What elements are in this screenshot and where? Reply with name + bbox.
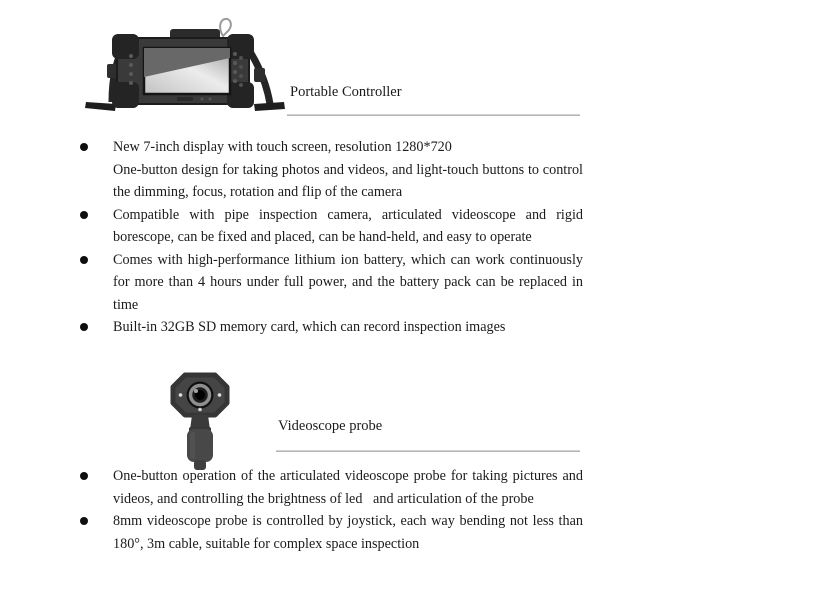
- list-item: [78, 465, 583, 510]
- bullet-icon: [80, 256, 88, 264]
- bullet-icon: [80, 517, 88, 525]
- section-title-portable-controller: Portable Controller: [290, 84, 402, 100]
- feature-list-controller: [78, 136, 583, 339]
- bullet-icon: [80, 143, 88, 151]
- bullet-icon: [80, 211, 88, 219]
- list-item: [78, 510, 583, 555]
- list-item: [78, 136, 583, 204]
- feature-text: Compatible with pipe inspection camera, articulated videoscope and rigid borescope, can be fixed and placed, can be hand-held, and easy to operate: [113, 206, 583, 245]
- feature-text: Built-in 32GB SD memory card, which can record inspection images: [113, 319, 506, 335]
- portable-controller-image: [82, 16, 287, 120]
- videoscope-probe-image: [168, 372, 232, 472]
- section-title-videoscope-probe: Videoscope probe: [278, 418, 383, 434]
- bullet-icon: [80, 472, 88, 480]
- bullet-icon: [80, 323, 88, 331]
- feature-text: One-button operation of the articulated videoscope probe for taking pictures and videos, and controlling the brightness of led and articulation of the probe: [113, 468, 583, 507]
- section-divider: [276, 450, 580, 452]
- feature-text: Comes with high-performance lithium ion battery, which can work continuously for more than 4 hours under full power, and the battery pack can be replaced in time: [113, 251, 583, 313]
- list-item: [78, 204, 583, 249]
- feature-text: New 7-inch display with touch screen, resolution 1280*720: [113, 139, 452, 155]
- feature-text: 8mm videoscope probe is controlled by joystick, each way bending not less than 180°, 3m cable, suitable for complex space inspection: [113, 513, 583, 552]
- section-divider: [287, 114, 580, 116]
- list-item: [78, 249, 583, 317]
- feature-text: One-button design for taking photos and videos, and light-touch buttons to control the dimming, focus, rotation and flip of the camera: [113, 161, 583, 200]
- list-item: [78, 316, 583, 339]
- feature-list-probe: [78, 465, 583, 555]
